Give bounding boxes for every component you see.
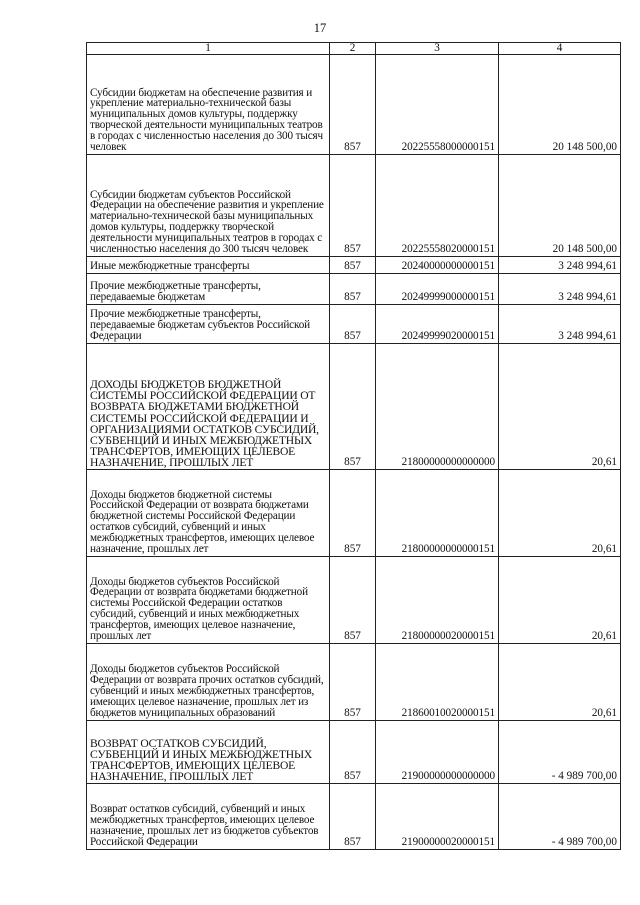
table-row	[87, 644, 621, 721]
row-amount-cell: 3 248 994,61	[499, 257, 621, 274]
row-admin-cell: 857	[330, 721, 376, 784]
row-name-cell: Возврат остатков субсидий, субвенций и иных межбюджетных трансфертов, имеющих целевое назначение, прошлых лет из бюджетов субъектов Российской Федерации	[87, 784, 330, 850]
column-header-1: 1	[87, 43, 330, 55]
row-code-cell: 21800000000000000	[376, 344, 499, 470]
page-number: 17	[313, 21, 327, 35]
table-row	[87, 305, 621, 344]
row-name-cell: Прочие межбюджетные трансферты, передаваемые бюджетам субъектов Российской Федерации	[87, 305, 330, 344]
column-header-2: 2	[330, 43, 376, 55]
row-code-cell: 20249999020000151	[376, 305, 499, 344]
table-header-row	[87, 43, 621, 55]
row-code-cell: 21900000020000151	[376, 784, 499, 850]
row-amount-cell: - 4 989 700,00	[499, 721, 621, 784]
table-row	[87, 55, 621, 155]
row-admin-cell: 857	[330, 55, 376, 155]
row-admin-cell: 857	[330, 274, 376, 305]
row-name-cell: Субсидии бюджетам субъектов Российской Федерации на обеспечение развития и укрепление материально-технической базы муниципальных домов культуры, поддержку творческой деятельности муниципальных театров в городах с численностью населения до 300 тысяч человек	[87, 155, 330, 257]
row-code-cell: 20225558020000151	[376, 155, 499, 257]
table-row	[87, 557, 621, 644]
row-admin-cell: 857	[330, 155, 376, 257]
row-code-cell: 20249999000000151	[376, 274, 499, 305]
row-name-cell: Субсидии бюджетам на обеспечение развития и укрепление материально-технической базы муниципальных домов культуры, поддержку творческой деятельности муниципальных театров в городах с численностью населения до 300 тысяч человек	[87, 55, 330, 155]
row-amount-cell: 20,61	[499, 470, 621, 557]
table-row	[87, 344, 621, 470]
table-row	[87, 257, 621, 274]
table-row	[87, 721, 621, 784]
table-row	[87, 155, 621, 257]
row-code-cell: 21900000000000000	[376, 721, 499, 784]
row-name-cell: Прочие межбюджетные трансферты, передаваемые бюджетам	[87, 274, 330, 305]
row-code-cell: 20240000000000151	[376, 257, 499, 274]
row-admin-cell: 857	[330, 644, 376, 721]
row-name-cell: ВОЗВРАТ ОСТАТКОВ СУБСИДИЙ, СУБВЕНЦИЙ И ИНЫХ МЕЖБЮДЖЕТНЫХ ТРАНСФЕРТОВ, ИМЕЮЩИХ ЦЕЛЕВОЕ НАЗНАЧЕНИЕ, ПРОШЛЫХ ЛЕТ	[87, 721, 330, 784]
row-admin-cell: 857	[330, 784, 376, 850]
row-admin-cell: 857	[330, 257, 376, 274]
row-amount-cell: - 4 989 700,00	[499, 784, 621, 850]
row-code-cell: 21800000020000151	[376, 557, 499, 644]
column-header-3: 3	[376, 43, 499, 55]
row-admin-cell: 857	[330, 557, 376, 644]
row-code-cell: 21800000000000151	[376, 470, 499, 557]
row-code-cell: 20225558000000151	[376, 55, 499, 155]
table-row	[87, 470, 621, 557]
row-amount-cell: 20 148 500,00	[499, 55, 621, 155]
column-header-4: 4	[499, 43, 621, 55]
row-code-cell: 21860010020000151	[376, 644, 499, 721]
table-row	[87, 274, 621, 305]
row-amount-cell: 20,61	[499, 344, 621, 470]
row-admin-cell: 857	[330, 470, 376, 557]
row-amount-cell: 3 248 994,61	[499, 305, 621, 344]
row-name-cell: Доходы бюджетов субъектов Российской Федерации от возврата прочих остатков субсидий, субвенций и иных межбюджетных трансфертов, имеющих целевое назначение, прошлых лет из бюджетов муниципальных образований	[87, 644, 330, 721]
row-name-cell: ДОХОДЫ БЮДЖЕТОВ БЮДЖЕТНОЙ СИСТЕМЫ РОССИЙСКОЙ ФЕДЕРАЦИИ ОТ ВОЗВРАТА БЮДЖЕТАМИ БЮДЖЕТНОЙ СИСТЕМЫ РОССИЙСКОЙ ФЕДЕРАЦИИ И ОРГАНИЗАЦИЯМИ ОСТАТКОВ СУБСИДИЙ, СУБВЕНЦИЙ И ИНЫХ МЕЖБЮДЖЕТНЫХ ТРАНСФЕРТОВ, ИМЕЮЩИХ ЦЕЛЕВОЕ НАЗНАЧЕНИЕ, ПРОШЛЫХ ЛЕТ	[87, 344, 330, 470]
row-name-cell: Доходы бюджетов бюджетной системы Российской Федерации от возврата бюджетами бюджетной системы Российской Федерации остатков субсидий, субвенций и иных межбюджетных трансфертов, имеющих целевое назначение, прошлых лет	[87, 470, 330, 557]
table-row	[87, 784, 621, 850]
row-admin-cell: 857	[330, 305, 376, 344]
row-name-cell: Иные межбюджетные трансферты	[87, 257, 330, 274]
budget-table	[86, 42, 621, 850]
row-amount-cell: 20,61	[499, 644, 621, 721]
row-name-cell: Доходы бюджетов субъектов Российской Федерации от возврата бюджетами бюджетной системы Российской Федерации остатков субсидий, субвенций и иных межбюджетных трансфертов, имеющих целевое назначение, прошлых лет	[87, 557, 330, 644]
row-amount-cell: 3 248 994,61	[499, 274, 621, 305]
row-amount-cell: 20 148 500,00	[499, 155, 621, 257]
row-amount-cell: 20,61	[499, 557, 621, 644]
row-admin-cell: 857	[330, 344, 376, 470]
